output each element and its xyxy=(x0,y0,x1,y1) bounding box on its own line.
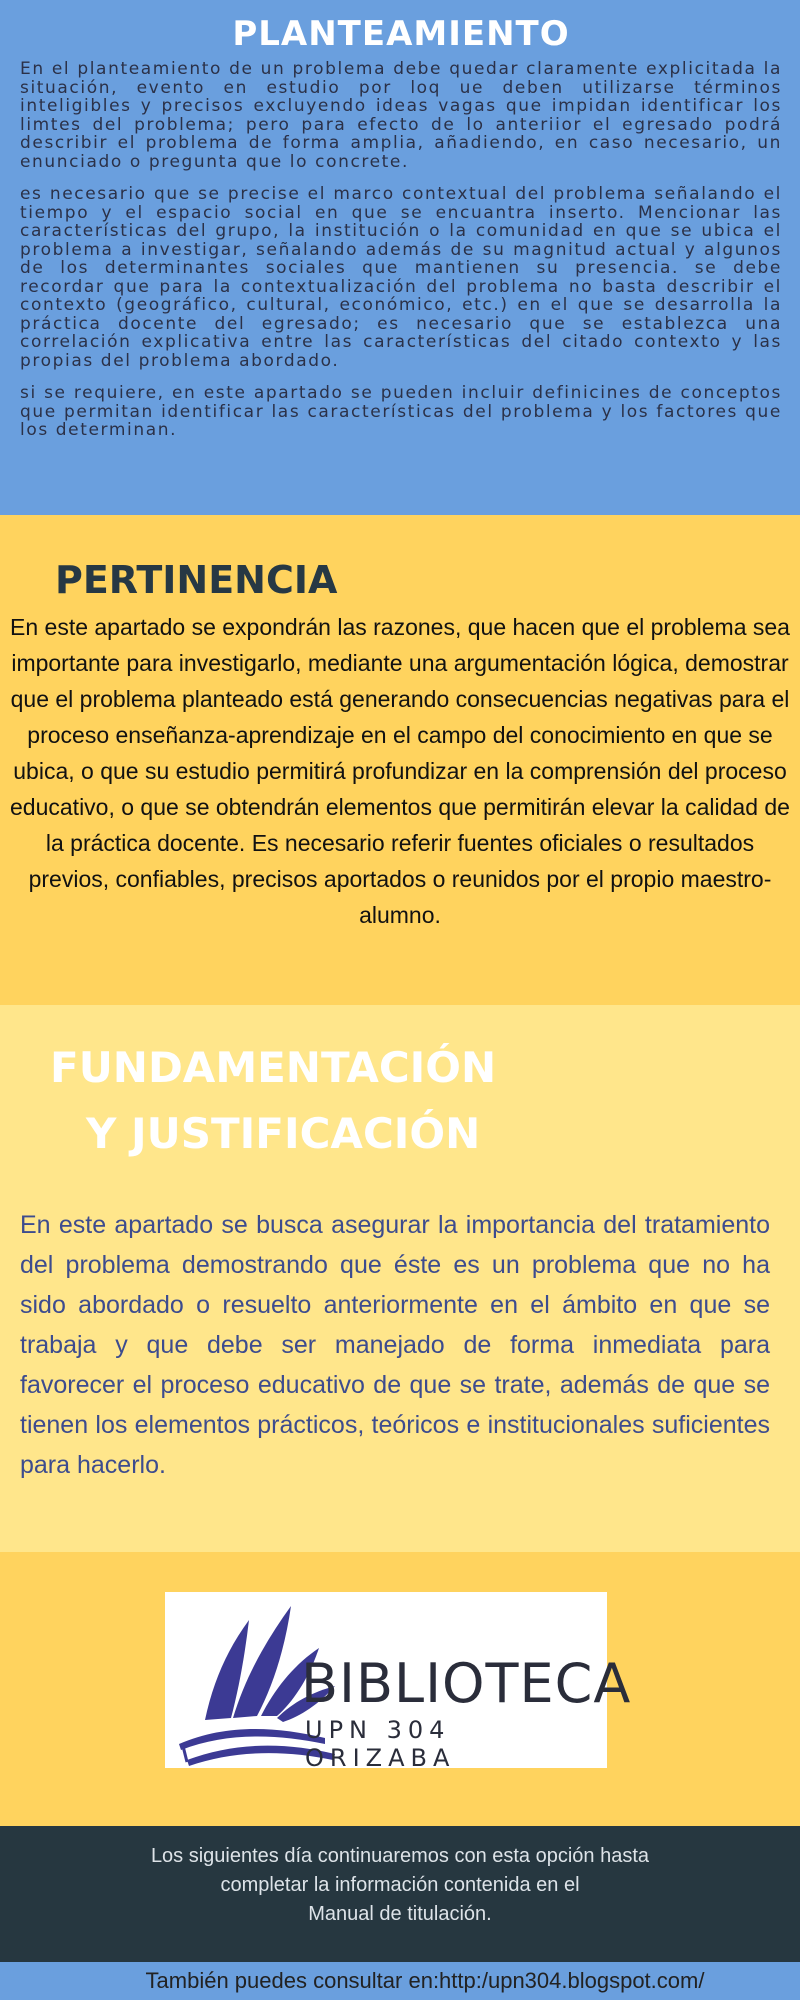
planteamiento-section xyxy=(0,0,800,515)
logo-section xyxy=(0,1552,800,1826)
pertinencia-text: En este apartado se expondrán las razones, que hacen que el problema sea importante para investigarlo, mediante una argumentación lógica, demostrar que el problema planteado está generando consecuencias negativas para el proceso enseñanza-aprendizaje en el campo del conocimiento en que se ubica, o que su estudio permitirá profundizar en la comprensión del proceso educativo, o que se obtendrán elementos que permitirán elevar la calidad de la práctica docente. Es necesario referir fuentes oficiales o resultados previos, confiables, precisos aportados o reunidos por el propio maestro-alumno. xyxy=(10,614,790,928)
planteamiento-paragraph-3: si se requiere, en este apartado se pueden incluir definicines de conceptos que permitan identificar las características del problema y los factores que los determinan. xyxy=(20,383,782,440)
fundamentacion-text: En este apartado se busca asegurar la importancia del tratamiento del problema demostrando que éste es un problema que no ha sido abordado o resuelto anteriormente en el ámbito en que se trabaja y que debe ser manejado de forma inmediata para favorecer el proceso educativo de que se trate, además de que se tienen los elementos prácticos, teóricos e institucionales suficientes para hacerlo. xyxy=(20,1211,770,1479)
footer-notice xyxy=(0,1826,800,1962)
pertinencia-title: PERTINENCIA xyxy=(55,558,338,602)
biblioteca-logo xyxy=(165,1592,632,1772)
pertinencia-section xyxy=(0,515,800,1005)
planteamiento-title: PLANTEAMIENTO xyxy=(232,14,570,54)
logo-subtitle: UPN 304 ORIZABA xyxy=(305,1716,456,1772)
footer-line-3: Manual de titulación. xyxy=(308,1903,492,1925)
footer-line-2: completar la información contenida en el xyxy=(220,1874,580,1896)
fundamentacion-section xyxy=(0,1005,800,1552)
planteamiento-paragraph-1: En el planteamiento de un problema debe quedar claramente explicitada la situación, evento en estudio por loq ue deben utilizarse términos inteligibles y precisos excluyendo ideas vagas que impidan identificar los limtes del problema; pero para efecto de lo anteriior el egresado podrá describir el problema de forma amplia, añadiendo, en caso necesario, un enunciado o pregunta que lo concrete. xyxy=(20,59,782,172)
logo-name: BIBLIOTECA xyxy=(301,1652,632,1715)
reference-bar xyxy=(0,1962,800,2000)
planteamiento-paragraph-2: es necesario que se precise el marco contextual del problema señalando el tiempo y el espacio social en que se encuantra inserto. Mencionar las características del grupo, la institución o la comunidad en que se ubica el problema a investigar, señalando además de su magnitud actual y algunos de los determinantes sociales que mantienen su presencia. se debe recordar que para la contextualización del problema no basta describir el contexto (geográfico, cultural, económico, etc.) en el que se desarrolla la práctica docente del egresado; es necesario que se establezca una correlación explicativa entre las características del citado contexto y las propias del problema abordado. xyxy=(20,184,782,371)
fundamentacion-title-line-1: FUNDAMENTACIÓN xyxy=(50,1043,497,1092)
footer-line-1: Los siguientes día continuaremos con esta opción hasta xyxy=(150,1845,650,1867)
blog-reference-link[interactable]: También puedes consultar en:http:/upn304.blogspot.com/ xyxy=(145,1968,705,1993)
fundamentacion-title-line-2: Y JUSTIFICACIÓN xyxy=(86,1109,481,1158)
